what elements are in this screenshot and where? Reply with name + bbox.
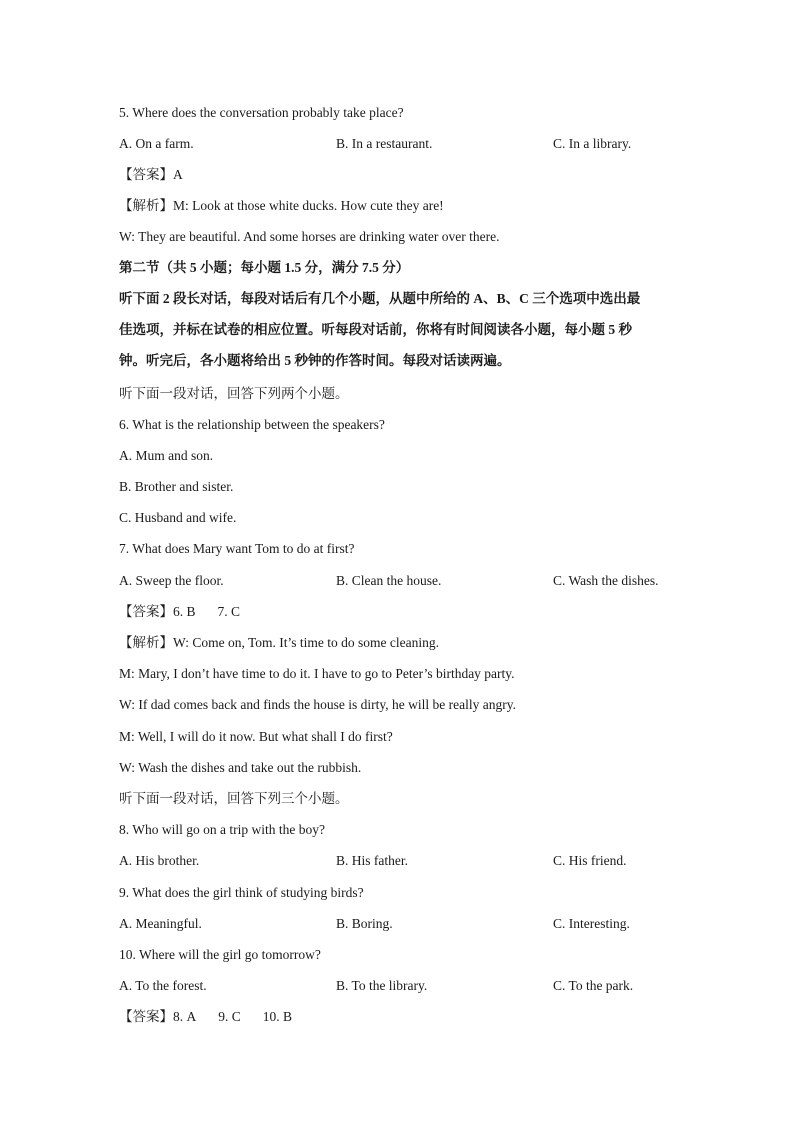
analysis-5-line-2: W: They are beautiful. And some horses are drinking water over there. bbox=[119, 229, 500, 244]
answer-5: 【答案】A bbox=[119, 167, 183, 182]
section-2-instruction-1: 听下面 2 段长对话，每段对话后有几个小题，从题中所给的 A、B、C 三个选项中选出最 bbox=[119, 291, 641, 306]
question-5: 5. Where does the conversation probably take place? bbox=[119, 105, 404, 120]
option-c: C. His friend. bbox=[553, 853, 627, 868]
answer-9: 9. C bbox=[218, 1009, 241, 1024]
section-2-instruction-2: 佳选项，并标在试卷的相应位置。听每段对话前，你将有时间阅读各小题，每小题 5 秒 bbox=[119, 322, 632, 337]
option-c: C. Interesting. bbox=[553, 916, 630, 931]
option-b: B. Clean the house. bbox=[336, 573, 442, 588]
question-10: 10. Where will the girl go tomorrow? bbox=[119, 947, 321, 962]
option-c: C. Wash the dishes. bbox=[553, 573, 659, 588]
analysis-6-7-line-3: W: If dad comes back and finds the house is dirty, he will be really angry. bbox=[119, 697, 517, 712]
dialog-2-intro: 听下面一段对话，回答下列三个小题。 bbox=[119, 791, 349, 806]
section-2-heading: 第二节（共 5 小题；每小题 1.5 分，满分 7.5 分） bbox=[119, 260, 410, 275]
answer-8: 【答案】8. A bbox=[119, 1009, 197, 1024]
option-a: A. Meaningful. bbox=[119, 916, 202, 931]
analysis-6-7-line-5: W: Wash the dishes and take out the rubbish. bbox=[119, 760, 362, 775]
question-6-option-c: C. Husband and wife. bbox=[119, 510, 237, 525]
option-a: A. Sweep the floor. bbox=[119, 573, 224, 588]
answer-7: 7. C bbox=[217, 604, 241, 619]
option-a: A. His brother. bbox=[119, 853, 200, 868]
option-a: A. On a farm. bbox=[119, 136, 194, 151]
option-a: A. To the forest. bbox=[119, 978, 207, 993]
analysis-6-7-line-4: M: Well, I will do it now. But what shall I do first? bbox=[119, 729, 393, 744]
dialog-1-intro: 听下面一段对话，回答下列两个小题。 bbox=[119, 386, 349, 401]
question-7: 7. What does Mary want Tom to do at first? bbox=[119, 541, 355, 556]
analysis-6-7-line-1: 【解析】W: Come on, Tom. It’s time to do some cleaning. bbox=[119, 635, 440, 650]
option-c: C. To the park. bbox=[553, 978, 634, 993]
question-6-option-b: B. Brother and sister. bbox=[119, 479, 234, 494]
question-9: 9. What does the girl think of studying birds? bbox=[119, 885, 364, 900]
answer-10: 10. B bbox=[262, 1009, 293, 1024]
question-8: 8. Who will go on a trip with the boy? bbox=[119, 822, 325, 837]
option-b: B. Boring. bbox=[336, 916, 393, 931]
option-b: B. To the library. bbox=[336, 978, 428, 993]
question-6: 6. What is the relationship between the speakers? bbox=[119, 417, 385, 432]
question-6-option-a: A. Mum and son. bbox=[119, 448, 214, 463]
analysis-6-7-line-2: M: Mary, I don’t have time to do it. I have to go to Peter’s birthday party. bbox=[119, 666, 515, 681]
option-c: C. In a library. bbox=[553, 136, 632, 151]
answer-6-7 bbox=[119, 603, 240, 621]
option-b: B. His father. bbox=[336, 853, 408, 868]
answer-6: 【答案】6. B bbox=[119, 604, 196, 619]
option-b: B. In a restaurant. bbox=[336, 136, 433, 151]
answer-8-10 bbox=[119, 1008, 292, 1026]
section-2-instruction-3: 钟。听完后，各小题将给出 5 秒钟的作答时间。每段对话读两遍。 bbox=[119, 353, 511, 368]
analysis-5-line-1: 【解析】M: Look at those white ducks. How cute they are! bbox=[119, 198, 444, 213]
